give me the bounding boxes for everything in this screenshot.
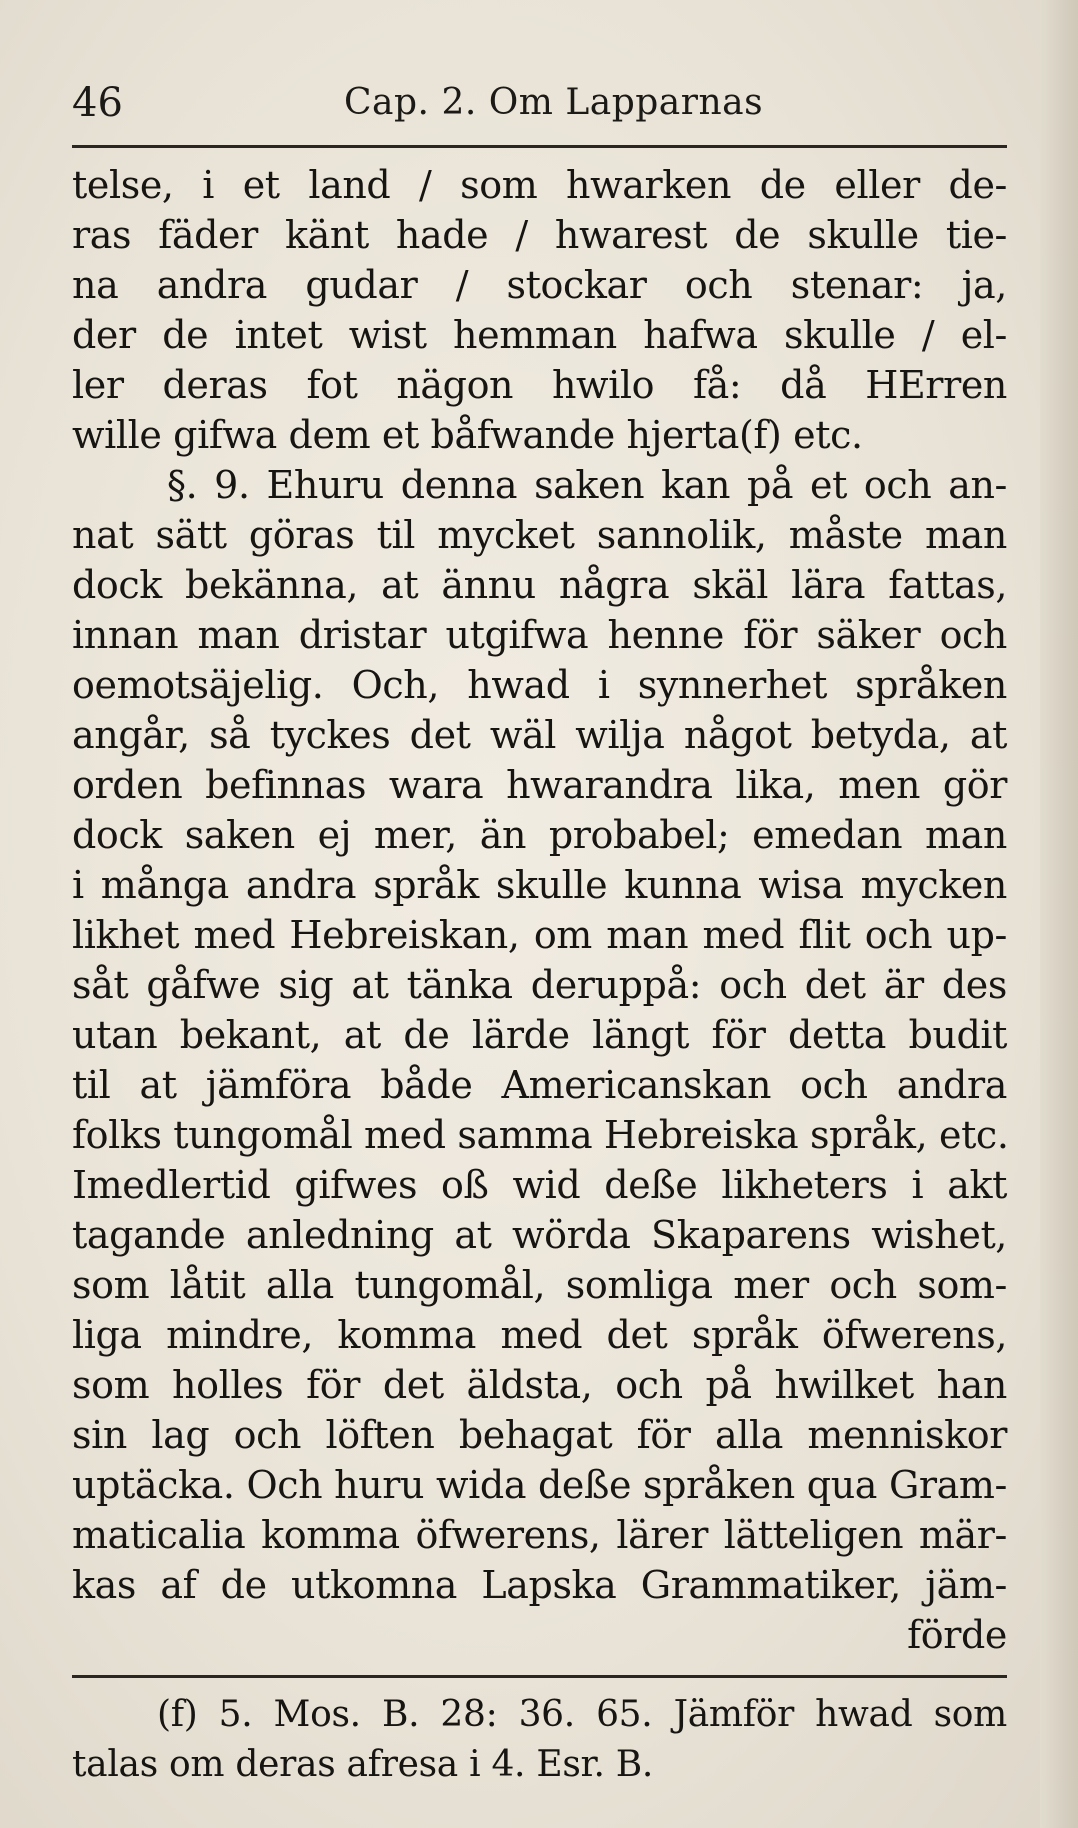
text-line: ler deras fot nägon hwilo få: då HErren xyxy=(72,363,1007,407)
page-edge xyxy=(1040,0,1078,1828)
page-number: 46 xyxy=(72,80,123,126)
text-line: utan bekant, at de lärde längt för detta budit xyxy=(72,1013,1007,1057)
text-line: uptäcka. Och huru wida deße språken qua Gram- xyxy=(72,1463,1007,1507)
text-line: ras fäder känt hade / hwarest de skulle tie- xyxy=(72,213,1007,257)
text-line: til at jämföra både Americanskan och andra xyxy=(72,1063,1007,1107)
text-line: dock bekänna, at ännu några skäl lära fattas, xyxy=(72,563,1007,607)
footnote-line: (f) 5. Mos. B. 28: 36. 65. Jämför hwad som xyxy=(157,1694,1007,1735)
text-line: såt gåfwe sig at tänka deruppå: och det är des xyxy=(72,963,1007,1007)
text-line: tagande anledning at wörda Skaparens wishet, xyxy=(72,1213,1007,1257)
page-header xyxy=(72,80,1007,140)
text-line: som låtit alla tungomål, somliga mer och som- xyxy=(72,1263,1007,1307)
text-line: Imedlertid gifwes oß wid deße likheters i akt xyxy=(72,1163,1007,1207)
footnote-line: talas om deras afresa i 4. Esr. B. xyxy=(72,1744,654,1785)
footnote-rule xyxy=(72,1675,1007,1678)
text-line: som holles för det äldsta, och på hwilket han xyxy=(72,1363,1007,1407)
text-line: orden befinnas wara hwarandra lika, men gör xyxy=(72,763,1007,807)
text-line: angår, så tyckes det wäl wilja något betyda, at xyxy=(72,713,1007,757)
text-line: innan man dristar utgifwa henne för säker och xyxy=(72,613,1007,657)
text-line: der de intet wist hemman hafwa skulle / el- xyxy=(72,313,1007,357)
running-title: Cap. 2. Om Lapparnas xyxy=(344,82,764,123)
text-line: oemotsäjelig. Och, hwad i synnerhet språken xyxy=(72,663,1007,707)
text-line: telse, i et land / som hwarken de eller de- xyxy=(72,163,1007,207)
text-line: sin lag och löften behagat för alla menniskor xyxy=(72,1413,1007,1457)
text-line: dock saken ej mer, än probabel; emedan man xyxy=(72,813,1007,857)
text-line: liga mindre, komma med det språk öfwerens, xyxy=(72,1313,1007,1357)
header-rule xyxy=(72,145,1007,148)
text-line: kas af de utkomna Lapska Grammatiker, jäm- xyxy=(72,1563,1007,1607)
text-line: nat sätt göras til mycket sannolik, måste man xyxy=(72,513,1007,557)
text-line: na andra gudar / stockar och stenar: ja, xyxy=(72,263,1007,307)
body-text xyxy=(72,160,1007,1660)
catchword: förde xyxy=(907,1613,1007,1657)
text-line: i många andra språk skulle kunna wisa mycken xyxy=(72,863,1007,907)
text-line: wille gifwa dem et båfwande hjerta(f) etc. xyxy=(72,413,863,457)
text-line: maticalia komma öfwerens, lärer lätteligen mär- xyxy=(72,1513,1007,1557)
text-line: likhet med Hebreiskan, om man med flit och up- xyxy=(72,913,1007,957)
paragraph-start: §. 9. Ehuru denna saken kan på et och an- xyxy=(167,463,1007,507)
footnotes xyxy=(72,1690,1007,1790)
text-line: folks tungomål med samma Hebreiska språk, etc. xyxy=(72,1113,1009,1157)
